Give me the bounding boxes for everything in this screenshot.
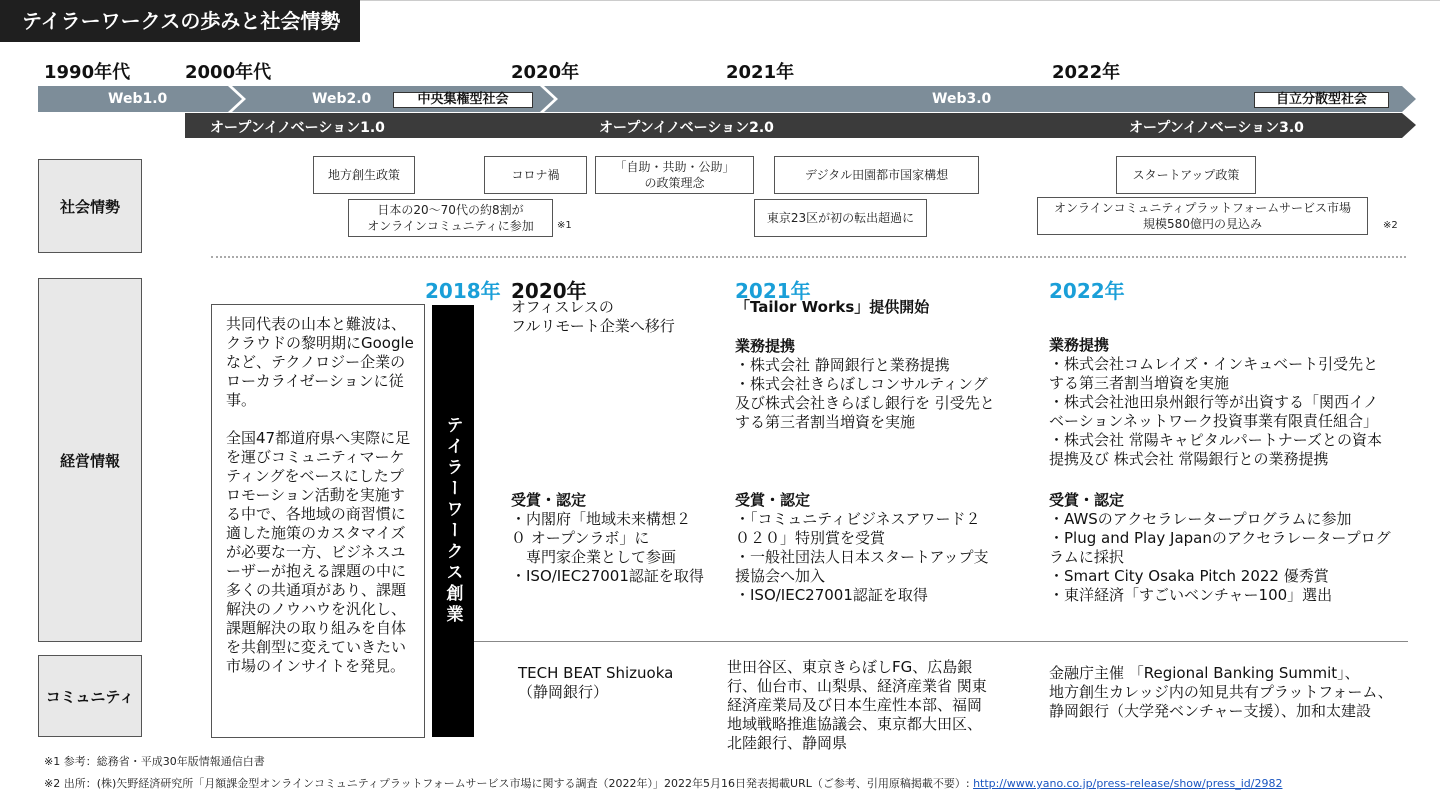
col-2020-main — [511, 298, 721, 336]
online-line1: 日本の20〜70代の約8割が — [377, 203, 524, 217]
c2020-award-head: 受賞・認定 — [511, 491, 587, 509]
story-paragraph-2: 全国47都道府県へ実際に足を運びコミュニティマーケティングをベースにしたプロモーション活動を実施する中で、各地域の商習慣に適した施策のカスタマイズが必要な一方、ビジネスユーザーが抱える課題の中に多くの共通項があり、課題解決のノウハウを汎化し、課題解決の取り組みを自体を共創型に変えていきたい市場のインサイトを発見。 — [226, 429, 411, 675]
society-startup: スタートアップ政策 — [1116, 156, 1256, 194]
c2021-a2: ０２０」特別賞を受賞 — [735, 529, 886, 547]
story-paragraph-1: 共同代表の山本と難波は、クラウドの黎明期にGoogleなど、テクノロジー企業のローカライゼーションに従事。 — [226, 315, 414, 409]
c2021-a5: ・ISO/IEC27001認証を取得 — [735, 586, 928, 604]
c2022-a3: ラムに採択 — [1049, 548, 1124, 566]
society-digital-city: デジタル田園都市国家構想 — [774, 156, 979, 194]
row-label-society: 社会情勢 — [38, 159, 142, 253]
c2022-a1: ・AWSのアクセラレータープログラムに参加 — [1049, 510, 1352, 528]
community-2022 — [1049, 664, 1434, 721]
c2022-b2: する第三者割当増資を実施 — [1049, 374, 1230, 392]
online-line2: オンラインコミュニティに参加 — [367, 219, 534, 233]
community-divider — [474, 641, 1408, 642]
web1-label: Web1.0 — [108, 91, 168, 107]
c2022-b1: ・株式会社コムレイズ・インキュベート引受先と — [1049, 355, 1379, 373]
c2020-a4: ・ISO/IEC27001認証を取得 — [511, 567, 704, 585]
c2020-l2: フルリモート企業へ移行 — [511, 317, 675, 335]
c2022-b6: 提携及び 株式会社 常陽銀行との業務提携 — [1049, 450, 1329, 468]
community-2020 — [518, 664, 718, 702]
c2022-a2: ・Plug and Play Japanのアクセラレータープログ — [1049, 529, 1391, 547]
web2-label: Web2.0 — [312, 91, 372, 107]
row-label-management: 経営情報 — [38, 278, 142, 642]
footnote-1: ※1 参考：総務省・平成30年版情報通信白書 — [44, 755, 265, 768]
society-market — [1037, 197, 1368, 235]
comm-2020-l1: TECH BEAT Shizuoka — [518, 664, 674, 682]
society-philosophy — [595, 156, 754, 194]
c2021-award-head: 受賞・認定 — [735, 491, 811, 509]
era-2022: 2022年 — [1052, 62, 1121, 83]
community-2021 — [727, 658, 1027, 753]
c2021-a3: ・一般社団法人日本スタートアップ支 — [735, 548, 989, 566]
c2021-launch: 「Tailor Works」提供開始 — [735, 298, 930, 316]
society-tokyo: 東京23区が初の転出超過に — [754, 199, 927, 237]
comm-2021-l4: 地域戦略推進協議会、東京都大田区、 — [727, 715, 983, 733]
c2021-a4: 援協会へ加入 — [735, 567, 826, 585]
c2022-b5: ・株式会社 常陽キャピタルパートナーズとの資本 — [1049, 431, 1382, 449]
philosophy-line1: 「自助・共助・公助」 — [614, 160, 735, 174]
col-2022-awards — [1049, 491, 1424, 605]
comm-2021-l5: 北陸銀行、静岡県 — [727, 734, 848, 752]
c2022-biz-head: 業務提携 — [1049, 336, 1110, 354]
society-regional-policy: 地方創生政策 — [313, 156, 415, 194]
founding-banner — [432, 305, 474, 737]
footnote-2 — [44, 775, 1434, 791]
note-2: ※2 — [1383, 220, 1398, 231]
c2022-a4: ・Smart City Osaka Pitch 2022 優秀賞 — [1049, 567, 1329, 585]
c2022-award-head: 受賞・認定 — [1049, 491, 1125, 509]
era-2021: 2021年 — [726, 62, 795, 83]
col-2020-awards — [511, 491, 726, 586]
era-1990s: 1990年代 — [44, 62, 131, 83]
comm-2021-l1: 世田谷区、東京きらぼしFG、広島銀 — [727, 658, 973, 676]
c2021-a1: ・「コミュニティビジネスアワード２ — [735, 510, 981, 528]
c2020-l1: オフィスレスの — [511, 298, 614, 316]
c2022-a5: ・東洋経済「すごいベンチャー100」選出 — [1049, 586, 1333, 604]
year-2018: 2018年 — [425, 279, 501, 303]
c2021-biz-head: 業務提携 — [735, 337, 796, 355]
web3-label: Web3.0 — [932, 91, 992, 107]
c2020-a2: ０ オープンラボ」に — [511, 529, 650, 547]
society-corona: コロナ禍 — [484, 156, 587, 194]
innovation-3-label: オープンイノベーション3.0 — [1129, 120, 1304, 136]
c2021-b3: 及び株式会社きらぼし銀行を 引受先と — [735, 394, 995, 412]
year-2022: 2022年 — [1049, 279, 1125, 303]
innovation-1-label: オープンイノベーション1.0 — [210, 120, 385, 136]
comm-2020-l2: （静岡銀行） — [518, 683, 609, 701]
year-2020: 2020年 — [511, 279, 587, 303]
page-title: テイラーワークスの歩みと社会情勢 — [0, 0, 360, 42]
footnote-2-text: ※2 出所：(株)矢野経済研究所「月額課金型オンラインコミュニティプラットフォームサービス市場に関する調査（2022年）」2022年5月16日発表掲載URL（ご参考、引用原稿掲載不要）: — [44, 777, 974, 790]
col-2021-awards — [735, 491, 1035, 605]
c2021-b1: ・株式会社 静岡銀行と業務提携 — [735, 356, 950, 374]
era-2020: 2020年 — [511, 62, 580, 83]
comm-2022-l1: 金融庁主催 「Regional Banking Summit」、 — [1049, 664, 1360, 682]
year-2021: 2021年 — [735, 279, 811, 303]
dotted-divider — [211, 256, 1406, 258]
philosophy-line2: の政策理念 — [644, 176, 705, 190]
market-line1: オンラインコミュニティプラットフォームサービス市場 — [1053, 201, 1351, 215]
source-url-link[interactable]: http://www.yano.co.jp/press-release/show/press_id/2982 — [973, 777, 1283, 790]
society-online-community — [348, 199, 553, 237]
row-label-community: コミュニティ — [38, 655, 142, 737]
comm-2022-l3: 静岡銀行（大学発ベンチャー支援）、加和太建設 — [1049, 702, 1372, 720]
c2021-b2: ・株式会社きらぼしコンサルティング — [735, 375, 988, 393]
c2020-a1: ・内閣府「地域未来構想２ — [511, 510, 692, 528]
c2021-b4: する第三者割当増資を実施 — [735, 413, 916, 431]
comm-2021-l2: 行、仙台市、山梨県、経済産業省 関東 — [727, 677, 987, 695]
founders-story — [211, 304, 425, 738]
centralized-tag: 中央集権型社会 — [393, 92, 533, 108]
c2020-a3: 専門家企業として参画 — [511, 548, 677, 566]
innovation-2-label: オープンイノベーション2.0 — [599, 120, 774, 136]
col-2022-main — [1049, 336, 1424, 469]
col-2021-main — [735, 298, 1035, 432]
market-line2: 規模580億円の見込み — [1143, 217, 1262, 231]
decentralized-tag: 自立分散型社会 — [1254, 92, 1389, 108]
c2022-b4: ベーションネットワーク投資事業有限責任組合」 — [1049, 412, 1378, 430]
era-2000s: 2000年代 — [185, 62, 272, 83]
comm-2022-l2: 地方創生カレッジ内の知見共有プラットフォーム、 — [1049, 683, 1393, 701]
note-1: ※1 — [557, 220, 572, 231]
founding-text: テイラーワークス創業 — [442, 416, 463, 626]
comm-2021-l3: 経済産業局及び日本生産性本部、福岡 — [727, 696, 983, 714]
c2022-b3: ・株式会社池田泉州銀行等が出資する「関西イノ — [1049, 393, 1379, 411]
